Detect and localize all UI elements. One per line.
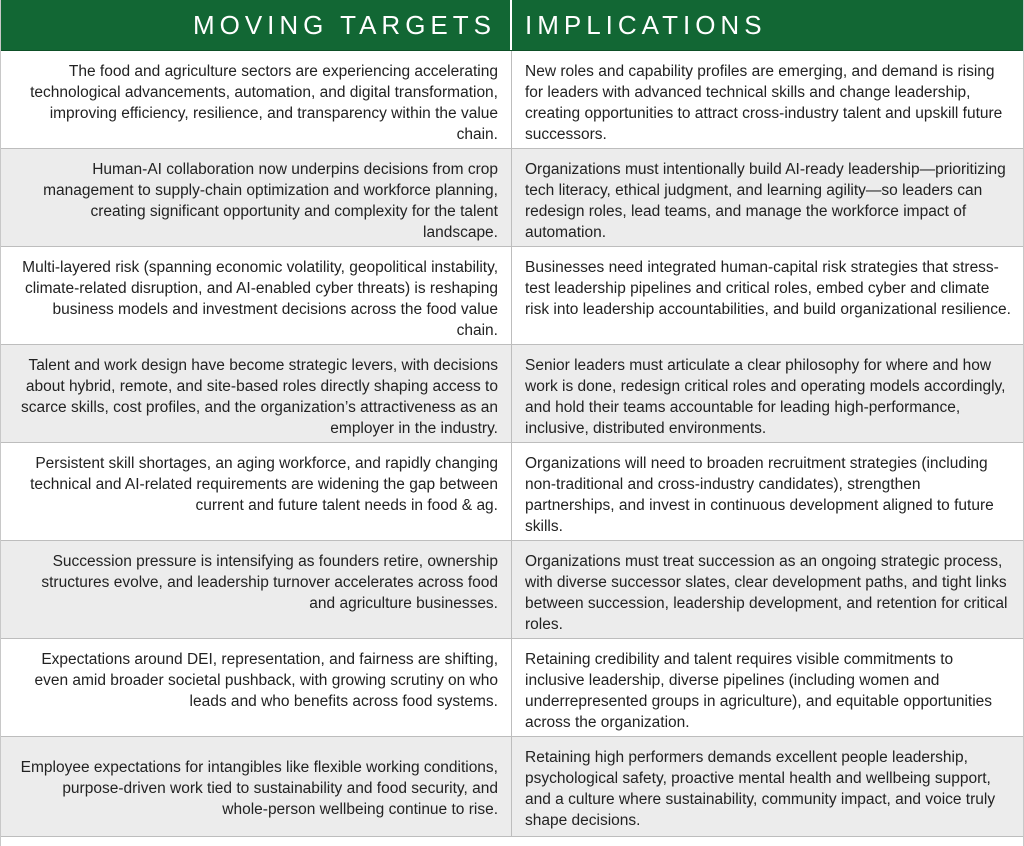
moving-target-cell: Persistent skill shortages, an aging workforce, and rapidly changing technical and AI-related requirements are widening the gap between current and future talent needs in food & ag. bbox=[1, 443, 512, 540]
moving-target-cell: Multi-layered risk (spanning economic volatility, geopolitical instability, climate-related disruption, and AI-enabled cyber threats) is reshaping business models and investment decisions across the food value chain. bbox=[1, 247, 512, 344]
table-row bbox=[1, 51, 1023, 149]
implication-cell: Organizations must intentionally build AI-ready leadership—prioritizing tech literacy, ethical judgment, and learning agility—so leaders can redesign roles, lead teams, and manage the workforce impact of automation. bbox=[525, 161, 1006, 241]
header-implications: IMPLICATIONS bbox=[525, 10, 767, 40]
table-row bbox=[1, 541, 1023, 639]
implication-cell: Businesses need integrated human-capital risk strategies that stress-test leadership pipelines and critical roles, embed cyber and climate risk into leadership accountabilities, and build organizational resilience. bbox=[525, 259, 1011, 318]
table-row bbox=[1, 443, 1023, 541]
table-row bbox=[1, 149, 1023, 247]
moving-target-cell: Human-AI collaboration now underpins decisions from crop management to supply-chain optimization and workforce planning, creating significant opportunity and complexity for the talent landscape. bbox=[1, 149, 512, 246]
table-row bbox=[1, 247, 1023, 345]
implication-cell: Retaining high performers demands excellent people leadership, psychological safety, proactive mental health and wellbeing support, and a culture where sustainability, community impact, and voice truly shape decisions. bbox=[525, 749, 996, 829]
header-moving-targets: MOVING TARGETS bbox=[1, 0, 512, 50]
implication-cell: New roles and capability profiles are emerging, and demand is rising for leaders with advanced technical skills and change leadership, creating opportunities to attract cross-industry talent and upskill future successors. bbox=[525, 63, 1003, 143]
moving-target-cell: The food and agriculture sectors are experiencing accelerating technological advancements, automation, and digital transformation, improving efficiency, resilience, and transparency within the value chain. bbox=[1, 51, 512, 148]
implication-cell: Organizations will need to broaden recruitment strategies (including non-traditional and cross-industry candidates), strengthen partnerships, and invest in continuous development aligned to future skills. bbox=[525, 455, 994, 535]
implication-cell: Senior leaders must articulate a clear philosophy for where and how work is done, redesign critical roles and operating models accordingly, and hold their teams accountable for leading high-performance, inclusive, distributed environments. bbox=[525, 357, 1006, 437]
implication-cell: Retaining credibility and talent requires visible commitments to inclusive leadership, diverse pipelines (including women and underrepresented groups in agriculture), and equitable opportunities across the organization. bbox=[525, 651, 993, 731]
moving-target-cell: Expectations around DEI, representation, and fairness are shifting, even amid broader societal pushback, with growing scrutiny on who leads and who benefits across food systems. bbox=[1, 639, 512, 736]
moving-target-cell: Talent and work design have become strategic levers, with decisions about hybrid, remote, and site-based roles directly shaping access to scarce skills, cost profiles, and the organization’s attractiveness as an employer in the industry. bbox=[1, 345, 512, 442]
table-header bbox=[1, 0, 1023, 51]
moving-target-cell: Employee expectations for intangibles like flexible working conditions, purpose-driven work tied to sustainability and food security, and whole-person wellbeing continue to rise. bbox=[1, 737, 512, 836]
table-row bbox=[1, 737, 1023, 837]
implication-cell: Organizations must treat succession as an ongoing strategic process, with diverse successor slates, clear development paths, and tight links between succession, leadership development, and retention for critical roles. bbox=[525, 553, 1008, 633]
table-row bbox=[1, 639, 1023, 737]
moving-target-cell: Succession pressure is intensifying as founders retire, ownership structures evolve, and leadership turnover accelerates across food and agriculture businesses. bbox=[1, 541, 512, 638]
table-row bbox=[1, 345, 1023, 443]
